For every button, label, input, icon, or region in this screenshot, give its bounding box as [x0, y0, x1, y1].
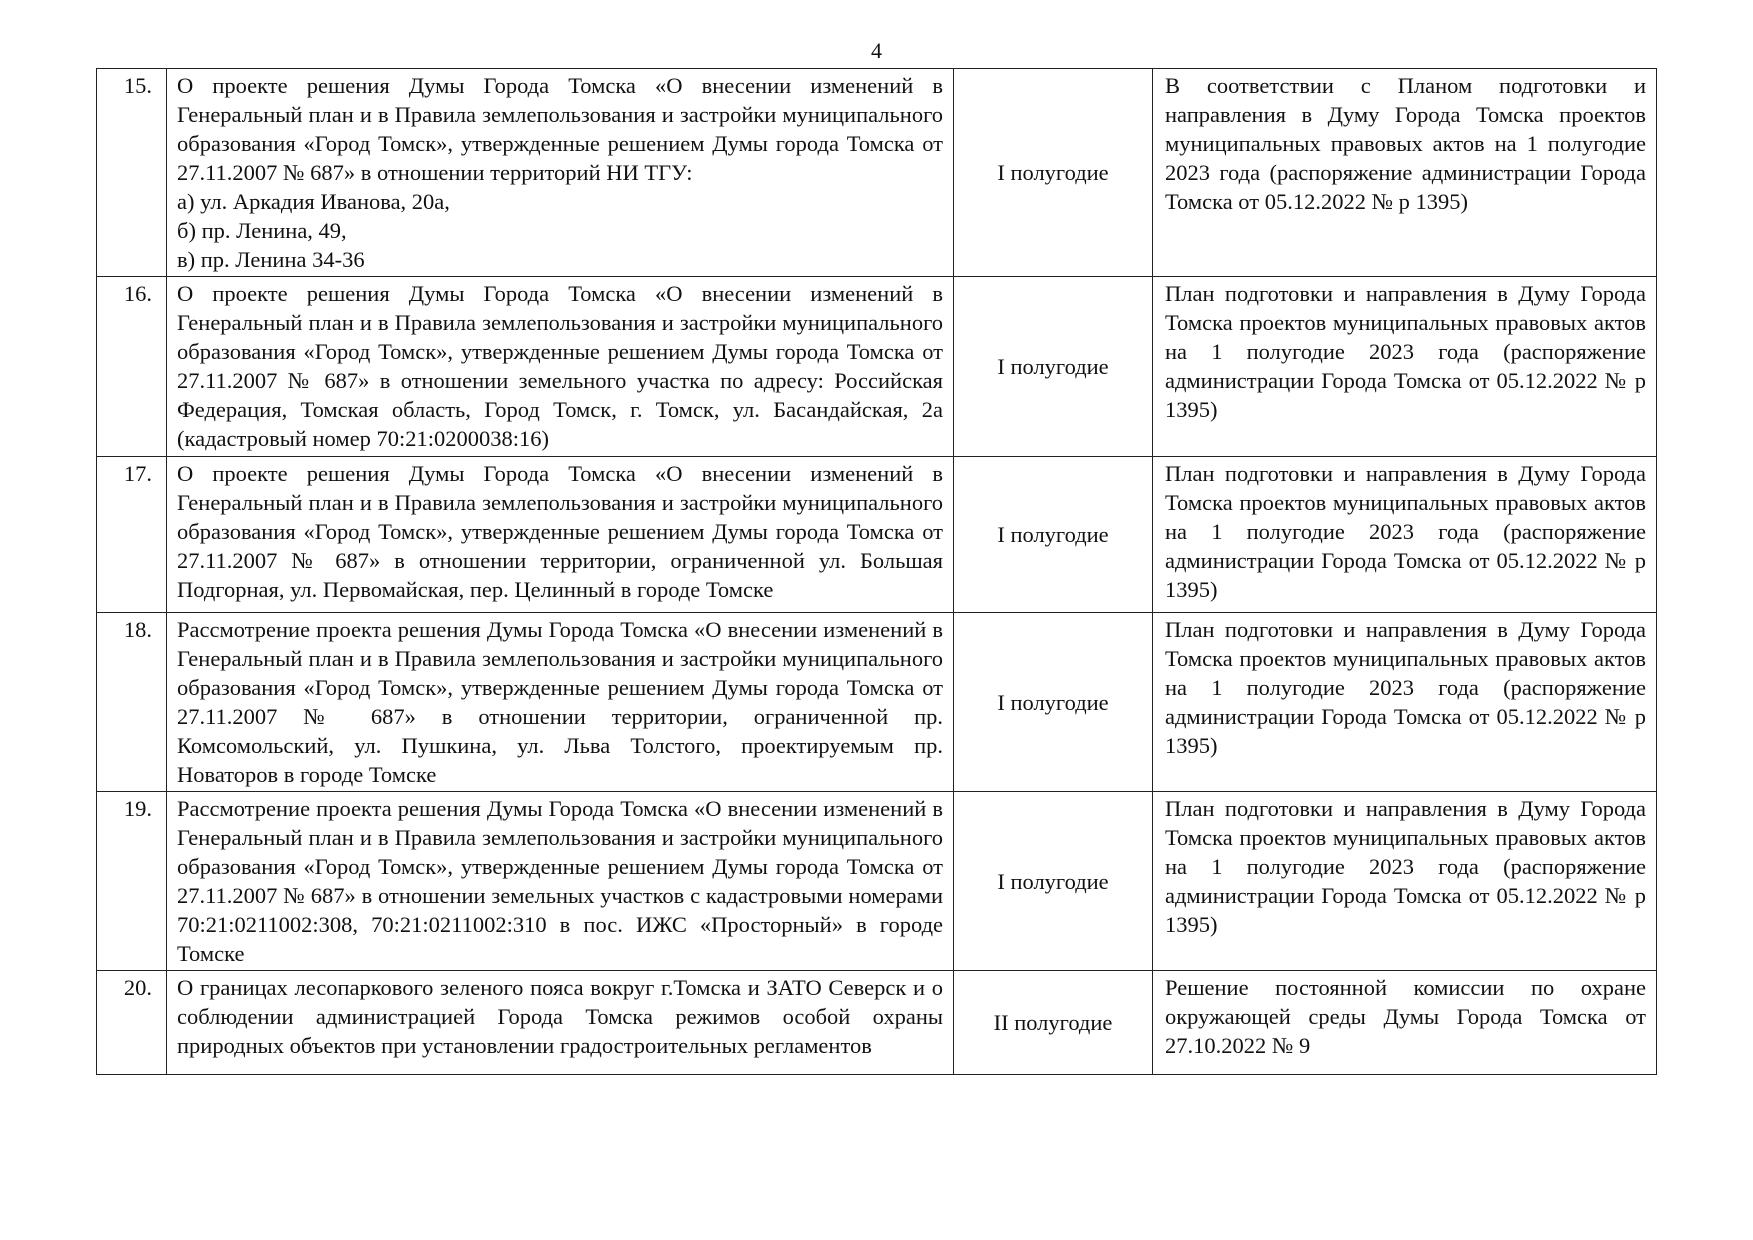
item-term: II полугодие	[954, 971, 1153, 1075]
item-title: Рассмотрение проекта решения Думы Города Томска «О внесении изменений в Генеральный план и в Правила землепользования и застройки муниципального образования «Город Томск», утвержденные решением Думы города Томска от 27.11.2007 № 687» в отношении территории, ограниченной пр. Комсомольский, ул. Пушкина, ул. Льва Толстого, проектируемым пр. Новаторов в городе Томске	[167, 613, 954, 792]
table-row	[97, 792, 1657, 971]
row-number: 15.	[97, 69, 167, 277]
item-title-text: О проекте решения Думы Города Томска «О внесении изменений в Генеральный план и в Правила землепользования и застройки муниципального образования «Город Томск», утвержденные решением Думы города Томска от 27.11.2007 № 687» в отношении территорий НИ ТГУ:	[177, 73, 943, 185]
table-row	[97, 457, 1657, 613]
item-basis: План подготовки и направления в Думу Города Томска проектов муниципальных правовых актов на 1 полугодие 2023 года (распоряжение администрации Города Томска от 05.12.2022 № р 1395)	[1153, 457, 1657, 613]
item-term: I полугодие	[954, 69, 1153, 277]
item-term: I полугодие	[954, 457, 1153, 613]
sub-item: в) пр. Ленина 34-36	[177, 247, 365, 272]
sub-item: б) пр. Ленина, 49,	[177, 218, 347, 243]
page-number: 4	[871, 38, 882, 63]
row-number: 16.	[97, 277, 167, 457]
item-term: I полугодие	[954, 277, 1153, 457]
item-title: О границах лесопаркового зеленого пояса вокруг г.Томска и ЗАТО Северск и о соблюдении администрацией Города Томска режимов особой охраны природных объектов при установлении градостроительных регламентов	[167, 971, 954, 1075]
sub-item: а) ул. Аркадия Иванова, 20а,	[177, 189, 450, 214]
table-row	[97, 69, 1657, 277]
table-row	[97, 613, 1657, 792]
item-basis: Решение постоянной комиссии по охране окружающей среды Думы Города Томска от 27.10.2022 № 9	[1153, 971, 1657, 1075]
item-basis: В соответствии с Планом подготовки и направления в Думу Города Томска проектов муниципальных правовых актов на 1 полугодие 2023 года (распоряжение администрации Города Томска от 05.12.2022 № р 1395)	[1153, 69, 1657, 277]
item-title: О проекте решения Думы Города Томска «О внесении изменений в Генеральный план и в Правила землепользования и застройки муниципального образования «Город Томск», утвержденные решением Думы города Томска от 27.11.2007 № 687» в отношении территории, ограниченной ул. Большая Подгорная, ул. Первомайская, пер. Целинный в городе Томске	[167, 457, 954, 613]
table-row	[97, 277, 1657, 457]
work-plan-table	[96, 68, 1657, 1075]
item-title	[167, 69, 954, 277]
row-number: 17.	[97, 457, 167, 613]
item-basis: План подготовки и направления в Думу Города Томска проектов муниципальных правовых актов на 1 полугодие 2023 года (распоряжение администрации Города Томска от 05.12.2022 № р 1395)	[1153, 277, 1657, 457]
item-term: I полугодие	[954, 613, 1153, 792]
row-number: 19.	[97, 792, 167, 971]
item-basis: План подготовки и направления в Думу Города Томска проектов муниципальных правовых актов на 1 полугодие 2023 года (распоряжение администрации Города Томска от 05.12.2022 № р 1395)	[1153, 792, 1657, 971]
item-basis: План подготовки и направления в Думу Города Томска проектов муниципальных правовых актов на 1 полугодие 2023 года (распоряжение администрации Города Томска от 05.12.2022 № р 1395)	[1153, 613, 1657, 792]
row-number: 20.	[97, 971, 167, 1075]
item-title: Рассмотрение проекта решения Думы Города Томска «О внесении изменений в Генеральный план и в Правила землепользования и застройки муниципального образования «Город Томск», утвержденные решением Думы города Томска от 27.11.2007 № 687» в отношении земельных участков с кадастровыми номерами 70:21:0211002:308, 70:21:0211002:310 в пос. ИЖС «Просторный» в городе Томске	[167, 792, 954, 971]
item-title: О проекте решения Думы Города Томска «О внесении изменений в Генеральный план и в Правила землепользования и застройки муниципального образования «Город Томск», утвержденные решением Думы города Томска от 27.11.2007 № 687» в отношении земельного участка по адресу: Российская Федерация, Томская область, Город Томск, г. Томск, ул. Басандайская, 2а (кадастровый номер 70:21:0200038:16)	[167, 277, 954, 457]
item-term: I полугодие	[954, 792, 1153, 971]
table-row	[97, 971, 1657, 1075]
row-number: 18.	[97, 613, 167, 792]
